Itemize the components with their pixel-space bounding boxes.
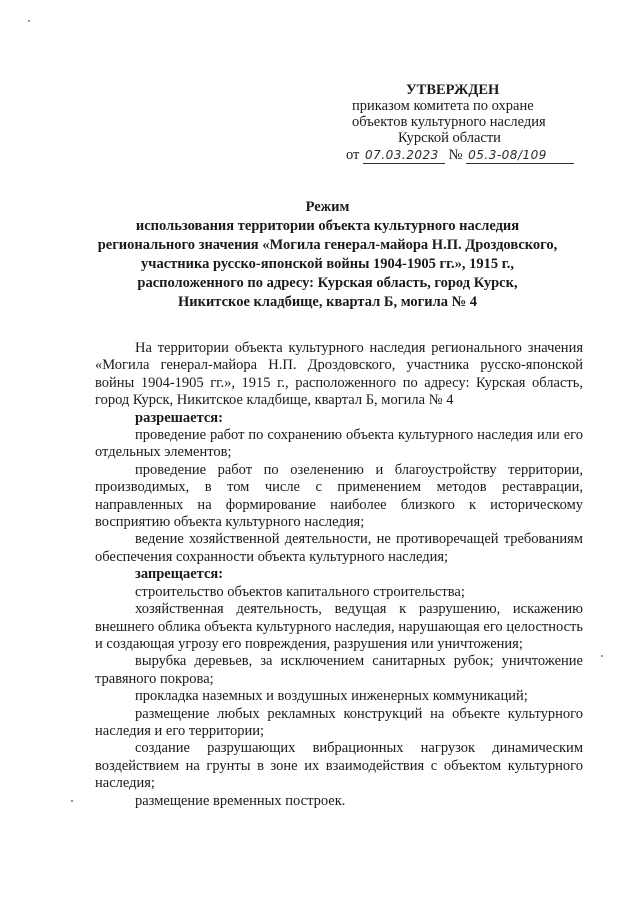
title-line-4: участника русско-японской войны 1904-1905 гг.», 1915 г., <box>141 256 514 272</box>
forbidden-item: вырубка деревьев, за исключением санитарных рубок; уничтожение травяного покрова; <box>95 653 583 687</box>
document-title <box>95 198 560 312</box>
approval-heading: УТВЕРЖДЕН <box>406 82 500 98</box>
forbidden-label: запрещается: <box>135 566 224 583</box>
title-line-3: регионального значения «Могила генерал-майора Н.П. Дроздовского, <box>97 237 558 253</box>
allowed-item: проведение работ по озеленению и благоустройству территории, производимых, в том числе с применением методов реставрации, направленных на формирование наиболее близкого к историческому восприятию объекта культурного наследия; <box>95 461 583 531</box>
allowed-label: разрешается: <box>135 409 223 426</box>
title-line-5: расположенного по адресу: Курская область, город Курск, <box>137 275 518 291</box>
forbidden-item: размещение любых рекламных конструкций на объекте культурного наследия и его территории; <box>95 705 583 739</box>
handwritten-date: 07.03.2023 <box>363 147 445 164</box>
forbidden-item: прокладка наземных и воздушных инженерных коммуникаций; <box>135 688 528 705</box>
from-label: от <box>346 147 360 163</box>
forbidden-item: хозяйственная деятельность, ведущая к разрушению, искажению внешнего облика объекта культурного наследия, нарушающая его целостность и создающая угрозу его повреждения, разрушения или уничтожения; <box>95 601 583 652</box>
handwritten-number: 05.3-08/109 <box>466 147 574 164</box>
number-label: № <box>448 147 463 163</box>
allowed-item: ведение хозяйственной деятельности, не противоречащей требованиям обеспечения сохранности объекта культурного наследия; <box>95 531 583 565</box>
approval-line-3: Курской области <box>398 130 501 146</box>
scan-speck <box>28 20 30 22</box>
scan-speck <box>601 655 603 657</box>
document-body <box>95 340 583 810</box>
allowed-item: проведение работ по сохранению объекта культурного наследия или его отдельных элементов; <box>95 427 583 461</box>
approval-line-1: приказом комитета по охране <box>352 98 534 114</box>
forbidden-item: создание разрушающих вибрационных нагрузок динамическим воздействием на грунты в зоне их взаимодействия с объектом культурного наследия; <box>95 740 583 792</box>
approval-line-2: объектов культурного наследия <box>352 114 546 130</box>
scan-speck <box>71 800 73 802</box>
title-line-6: Никитское кладбище, квартал Б, могила № 4 <box>177 294 478 310</box>
approval-stamp-block <box>330 82 580 164</box>
title-line-1: Режим <box>305 199 350 215</box>
intro-paragraph: На территории объекта культурного наследия регионального значения «Могила генерал-майора Н.П. Дроздовского, участника русско-японской войны 1904-1905 гг.», 1915 г., расположенного по адресу: Курская область, город Курск, Никитское кладбище, квартал Б, могила № 4 <box>95 340 583 409</box>
approval-date-number-line <box>346 147 580 164</box>
title-line-2: использования территории объекта культурного наследия <box>135 218 520 234</box>
forbidden-item: строительство объектов капитального строительства; <box>135 583 465 600</box>
forbidden-item: размещение временных построек. <box>135 792 346 809</box>
